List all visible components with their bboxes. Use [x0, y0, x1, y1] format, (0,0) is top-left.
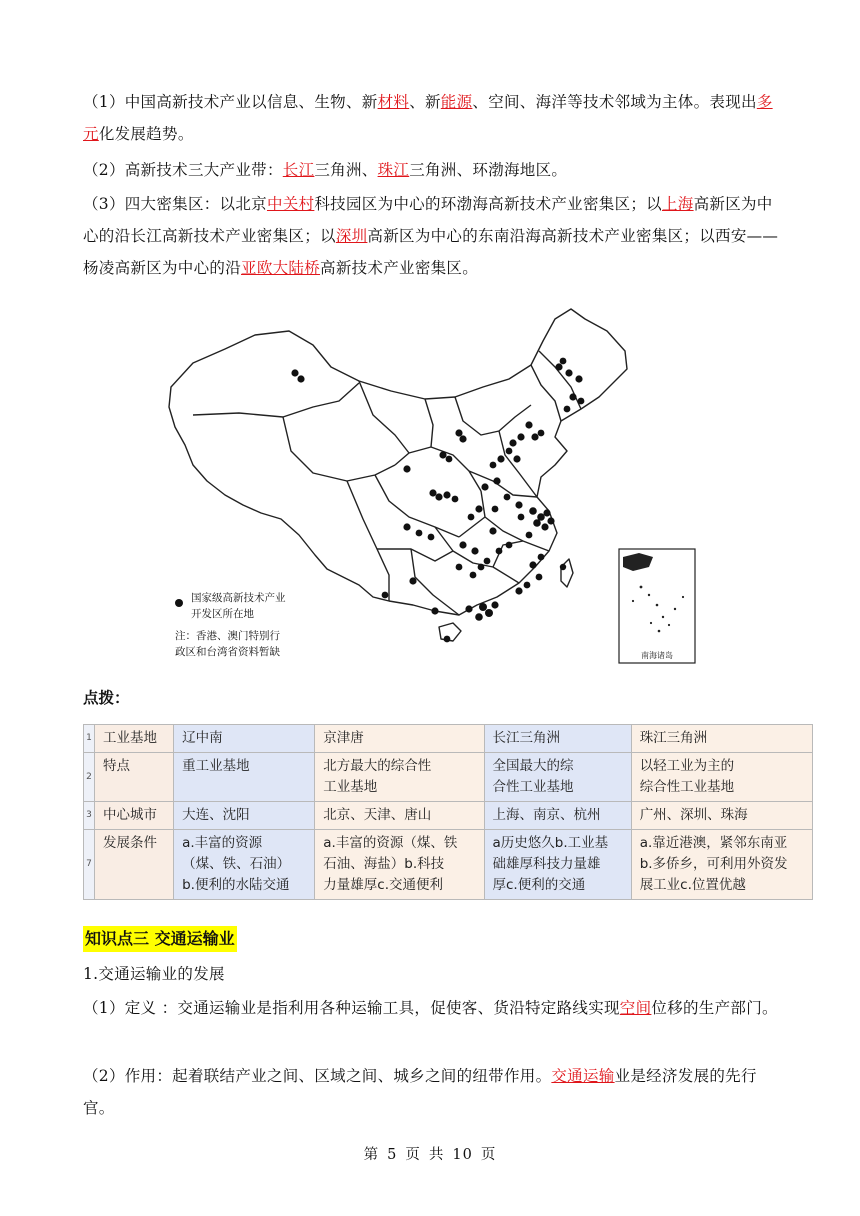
page-footer — [0, 1143, 860, 1164]
footer-text: 第 — [363, 1147, 380, 1163]
cell-liaozhongnan: 辽中南 — [174, 725, 315, 753]
answer-zhujiang: 珠江 — [377, 161, 410, 179]
province-boundary — [193, 383, 359, 417]
cell-changjiang-delta: 全国最大的综 合性工业基地 — [484, 753, 631, 802]
answer-energy: 能源 — [440, 93, 473, 111]
paragraph-function — [83, 1060, 783, 1124]
answer-eurasian-bridge: 亚欧大陆桥 — [241, 259, 321, 277]
cell-jingjintang: 北方最大的综合性 工业基地 — [315, 753, 484, 802]
row-number: 7 — [84, 830, 95, 900]
text: （1）定义 ：交通运输业是指利用各种运输工具，促使客、货沿特定路线实现 — [83, 999, 620, 1017]
province-boundary — [455, 397, 531, 435]
answer-space: 空间 — [619, 999, 652, 1017]
map-note: 注：香港、澳门特别行 政区和台湾省资料暂缺 — [175, 630, 280, 658]
row-number: 2 — [84, 753, 95, 802]
table-row — [84, 725, 813, 753]
row-header: 发展条件 — [95, 830, 174, 900]
south-china-sea-inset — [619, 549, 695, 663]
table-row — [84, 753, 813, 802]
answer-shenzhen: 深圳 — [335, 227, 368, 245]
cell-jingjintang: a.丰富的资源（煤、铁 石油、海盐）b.科技 力量雄厚c.交通便利 — [315, 830, 484, 900]
answer-diverse: 多元 — [83, 93, 773, 143]
paragraph-1 — [83, 86, 783, 150]
answer-transport: 交通运输 — [551, 1067, 615, 1085]
inset-label: 南海诸岛 — [641, 651, 673, 660]
text: （2）作用：起着联结产业之间、区域之间、城乡之间的纽带作用。 — [83, 1067, 552, 1085]
footer-text: 页 — [405, 1147, 421, 1163]
text: 、新 — [409, 93, 441, 111]
province-boundary — [283, 417, 395, 481]
text: 科技园区为中心的环渤海高新技术产业密集区；以 — [314, 195, 662, 213]
legend-text: 国家级高新技术产业 开发区所在地 — [191, 592, 286, 620]
china-high-tech-zones-map — [163, 305, 708, 667]
tip-label: 点拨： — [83, 689, 130, 707]
table-row — [84, 830, 813, 900]
cell-zhujiang-delta: 珠江三角洲 — [631, 725, 812, 753]
cell-zhujiang-delta: 广州、深圳、珠海 — [631, 802, 812, 830]
knowledge-point-heading: 知识点三 交通运输业 — [83, 926, 237, 952]
province-boundary — [377, 549, 453, 561]
text: 高新技术产业密集区。 — [320, 259, 479, 277]
cell-liaozhongnan: a.丰富的资源 （煤、铁、石油） b.便利的水陆交通 — [174, 830, 315, 900]
province-boundary — [435, 527, 519, 583]
paragraph-definition — [83, 992, 783, 1024]
footer-text: 共 — [428, 1147, 445, 1163]
text: 三角洲、环渤海地区。 — [409, 161, 568, 179]
page-number: 5 — [387, 1147, 398, 1163]
paragraph-3 — [83, 188, 783, 284]
cell-jingjintang: 北京、天津、唐山 — [315, 802, 484, 830]
paragraph-2 — [83, 154, 783, 186]
province-boundary — [531, 365, 561, 421]
province-boundary — [375, 475, 459, 537]
row-header: 特点 — [95, 753, 174, 802]
row-number: 3 — [84, 802, 95, 830]
cell-changjiang-delta: 上海、南京、杭州 — [484, 802, 631, 830]
cell-changjiang-delta: a历史悠久b.工业基 础雄厚科技力量雄 厚c.便利的交通 — [484, 830, 631, 900]
text: 、空间、海洋等技术邻域为主体。表现出 — [472, 93, 757, 111]
text: 位移的生产部门。 — [651, 999, 778, 1017]
province-boundary — [411, 549, 459, 615]
text: （1）中国高新技术产业以信息、生物、新 — [83, 93, 378, 111]
footer-text: 页 — [480, 1147, 497, 1163]
answer-materials: 材料 — [377, 93, 410, 111]
text: 高新区为中心的东南沿海高新技术产业密集区；以西安——杨凌高新区为中心的沿 — [83, 227, 779, 277]
answer-shanghai: 上海 — [661, 195, 694, 213]
row-header: 中心城市 — [95, 802, 174, 830]
cell-liaozhongnan: 重工业基地 — [174, 753, 315, 802]
text: 业是经济发展的先行官。 — [83, 1067, 757, 1117]
cell-jingjintang: 京津唐 — [315, 725, 484, 753]
row-number: 1 — [84, 725, 95, 753]
industrial-bases-table — [83, 724, 813, 900]
answer-changjiang: 长江 — [282, 161, 315, 179]
text: （2）高新技术三大产业带： — [83, 161, 283, 179]
legend-dot-icon — [175, 599, 183, 607]
table-row — [84, 802, 813, 830]
page-total: 10 — [452, 1147, 473, 1163]
cell-liaozhongnan: 大连、沈阳 — [174, 802, 315, 830]
row-header: 工业基地 — [95, 725, 174, 753]
province-boundary — [425, 399, 433, 447]
section-heading: 1.交通运输业的发展 — [83, 965, 225, 983]
cell-changjiang-delta: 长江三角洲 — [484, 725, 631, 753]
province-boundary — [347, 481, 389, 601]
cell-zhujiang-delta: a.靠近港澳，紧邻东南亚 b.多侨乡，可利用外资发 展工业c.位置优越 — [631, 830, 812, 900]
text: （3）四大密集区：以北京 — [83, 195, 267, 213]
cell-zhujiang-delta: 以轻工业为主的 综合性工业基地 — [631, 753, 812, 802]
answer-zhongguancun: 中关村 — [266, 195, 315, 213]
text: 三角洲、 — [314, 161, 378, 179]
text: 高新区为中心的沿长江高新技术产业密集区；以 — [83, 195, 773, 245]
text: 化发展趋势。 — [98, 125, 194, 143]
taiwan-island — [561, 559, 573, 587]
map-graphic — [163, 305, 708, 667]
province-boundary — [499, 431, 537, 497]
